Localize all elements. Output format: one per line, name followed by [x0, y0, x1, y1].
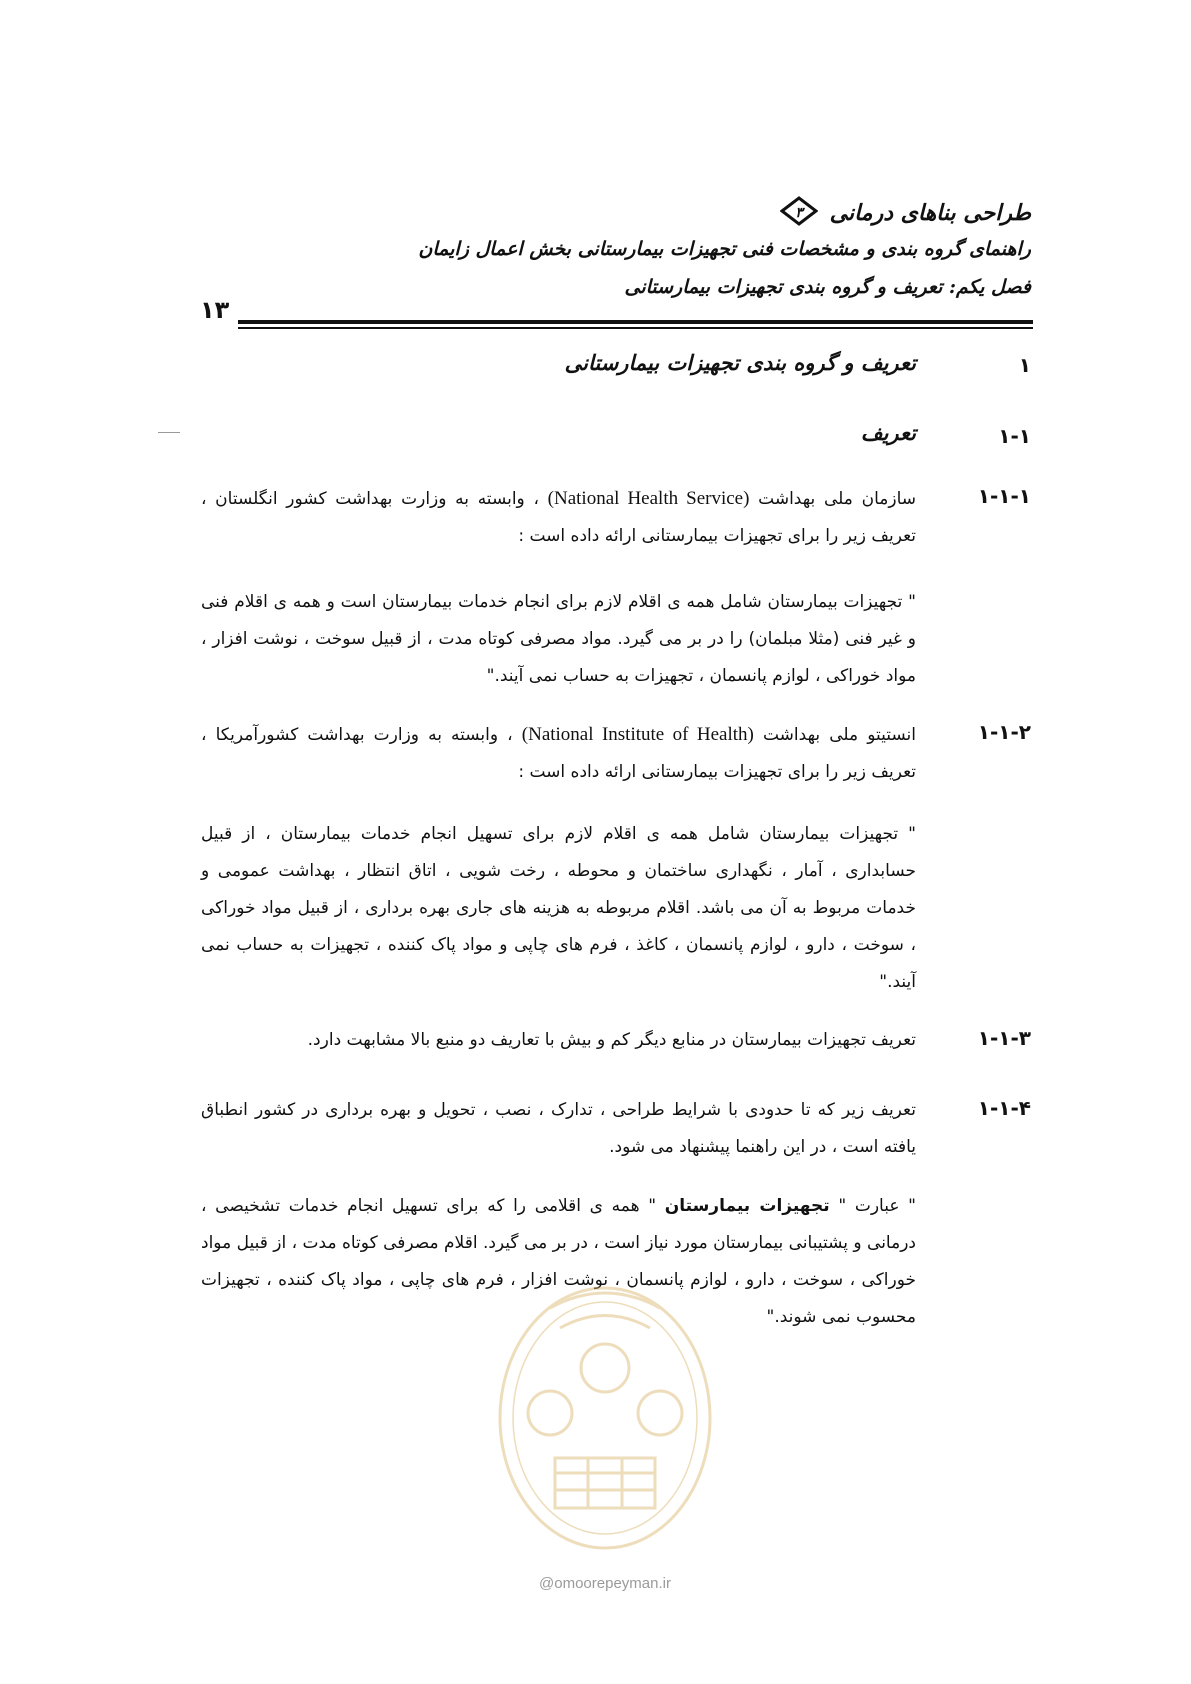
section-number: ۱: [1018, 353, 1031, 377]
header-series-title: [471, 196, 1031, 232]
item-number: ۱-۱-۲: [977, 720, 1031, 744]
subsection-number: ۱-۱: [998, 424, 1031, 448]
watermark-site: @omoorepeyman.ir: [539, 1575, 671, 1592]
item-1-1-2-quote: " تجهیزات بیمارستان شامل همه ی اقلام لازم برای تسهیل انجام خدمات بیمارستان ، از قبیل حسابداری ، آمار ، نگهداری ساختمان و محوطه ، رخت شویی ، اتاق انتظار ، بهداشت عمومی و خدمات مربوط به آن می باشد. اقلام مربوطه به هزینه های جاری بهره برداری ، از قبیل مواد خوراکی ، سوخت ، دارو ، لوازم پانسمان ، کاغذ ، فرم های چاپی و مواد پاک کننده ، تجهیزات به حساب نمی آیند.": [201, 824, 916, 992]
quote-bold-term: تجهیزات بیمارستان: [664, 1196, 830, 1216]
volume-badge: [780, 196, 818, 232]
item-number: ۱-۱-۳: [977, 1026, 1031, 1050]
item-number: ۱-۱-۴: [977, 1096, 1031, 1120]
header-guide-title: راهنمای گروه بندی و مشخصات فنی تجهیزات بیمارستانی بخش اعمال زایمان: [418, 238, 1031, 260]
item-text: تعریف زیر که تا حدودی با شرایط طراحی ، تدارک ، نصب ، تحویل و بهره برداری در کشور انطباق یافته است ، در این راهنما پیشنهاد می شود.: [201, 1100, 916, 1157]
item-latin-name: (National Health Service): [547, 488, 750, 509]
item-text-post: ، وابسته به وزارت بهداشت کشورآمریکا ، تعریف زیر را برای تجهیزات بیمارستانی ارائه داده است :: [201, 725, 916, 782]
section-title: تعریف و گروه بندی تجهیزات بیمارستانی: [564, 350, 916, 375]
header-chapter-title: فصل یکم: تعریف و گروه بندی تجهیزات بیمارستانی: [624, 276, 1031, 298]
quote-pre: " عبارت ": [838, 1196, 917, 1216]
item-number: ۱-۱-۱: [977, 484, 1031, 508]
watermark-seal: [490, 1268, 720, 1562]
item-text: [201, 480, 916, 555]
item-latin-name: (National Institute of Health): [521, 724, 754, 745]
item-text-pre: سازمان ملی بهداشت: [758, 489, 916, 509]
item-text-post: ، وابسته به وزارت بهداشت کشور انگلستان ، تعریف زیر را برای تجهیزات بیمارستانی ارائه داده است :: [201, 489, 916, 546]
quote-post: " همه ی اقلامی را که برای تسهیل انجام خدمات تشخیصی ، درمانی و پشتیبانی بیمارستان مورد نیاز است ، در بر می گیرد. اقلام مصرفی کوتاه مدت ، از قبیل مواد خوراکی ، سوخت ، دارو ، لوازم پانسمان ، نوشت افزار ، فرم های چاپی ، مواد پاک کننده ، تجهیزات محسوب نمی شوند.": [201, 1196, 916, 1327]
header-rule-thin: [238, 327, 1033, 329]
subsection-title: تعریف: [860, 420, 916, 445]
margin-mark: [158, 432, 180, 433]
header-series-text: طراحی بناهای درمانی: [829, 200, 1031, 226]
item-text: [201, 716, 916, 791]
item-text-pre: انستیتو ملی بهداشت: [762, 725, 917, 745]
volume-badge-number: ۳: [795, 205, 803, 221]
header-rule-thick: [238, 320, 1033, 324]
page-number: ۱۳: [200, 296, 230, 324]
item-text: تعریف تجهیزات بیمارستان در منابع دیگر کم و بیش با تعاریف دو منبع بالا مشابهت دارد.: [307, 1030, 916, 1050]
item-1-1-1-quote: " تجهیزات بیمارستان شامل همه ی اقلام لازم برای انجام خدمات بیمارستان است و همه ی اقلام فنی و غیر فنی (مثلا مبلمان) را در بر می گیرد. مواد مصرفی کوتاه مدت ، از قبیل سوخت ، نوشت افزار ، مواد خوراکی ، لوازم پانسمان ، تجهیزات به حساب نمی آیند.": [201, 592, 916, 686]
